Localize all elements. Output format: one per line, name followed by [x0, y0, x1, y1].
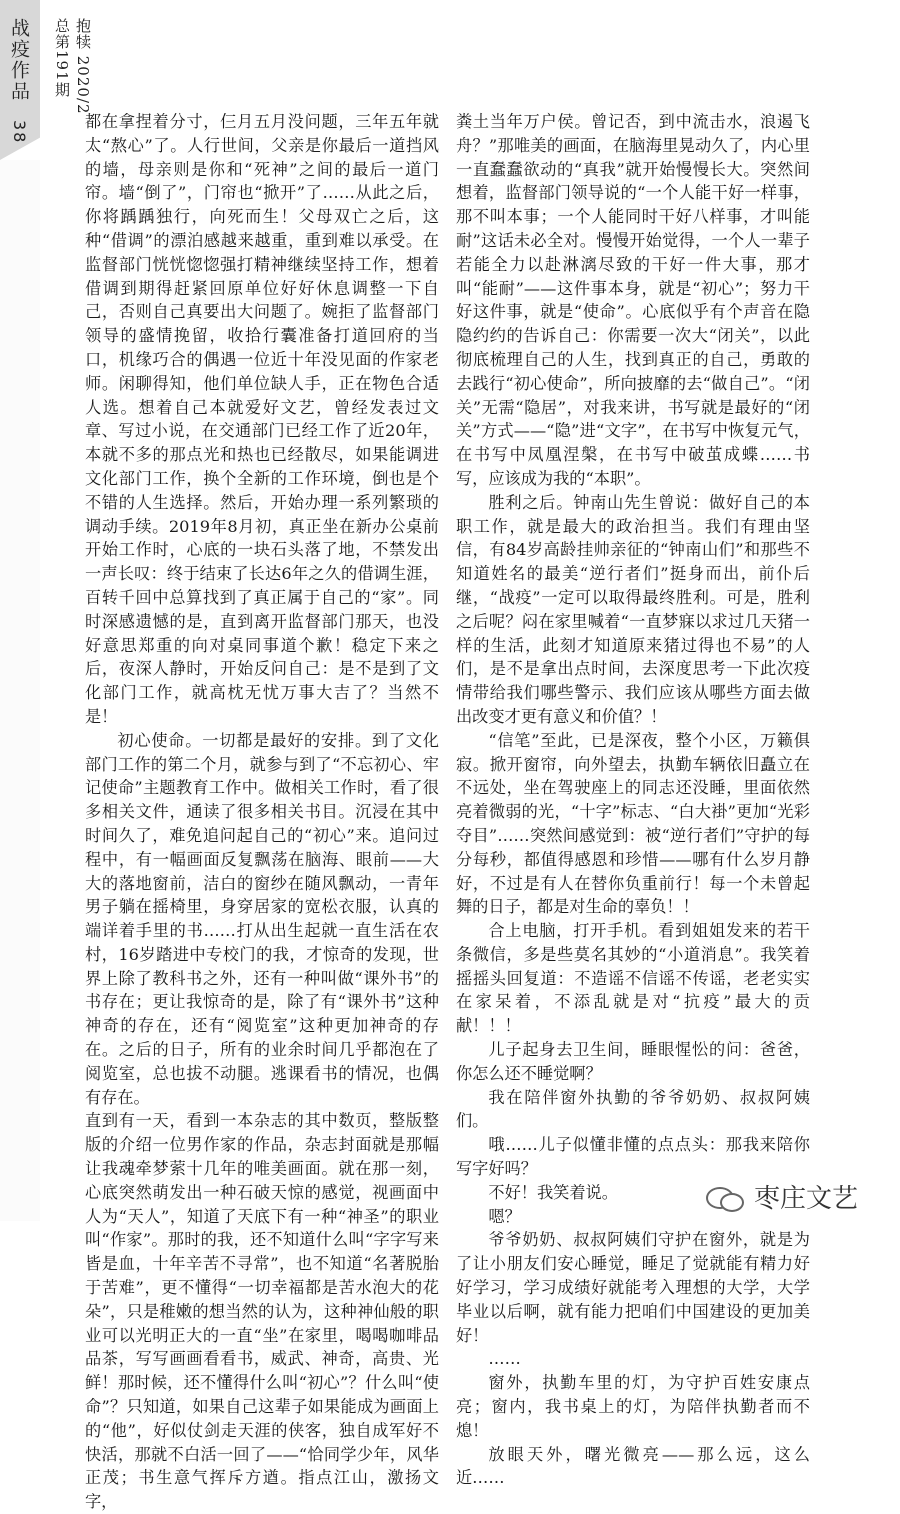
publication-label: 抱犊 2020/2 [74, 18, 92, 115]
watermark-text: 枣庄文艺 [754, 1184, 859, 1214]
issue-label: 总第191期 [53, 18, 71, 98]
paragraph: 合上电脑，打开手机。看到姐姐发来的若干条微信，多是些莫名其妙的“小道消息”。我笑着摇摇头回复道：不造谣不信谣不传谣，老老实实在家呆着，不添乱就是对“抗疫”最大的贡献！！！ [456, 921, 810, 1036]
page-number: 38 [10, 120, 29, 145]
paragraph: 哦……儿子似懂非懂的点点头：那我来陪你写字好吗？ [456, 1135, 810, 1179]
paragraph: 嗯？ [488, 1206, 521, 1226]
paragraph: 放眼天外，曙光微亮——那么远，这么近…… [456, 1444, 810, 1488]
paragraph: “信笔”至此，已是深夜，整个小区，万籁俱寂。掀开窗帘，向外望去，执勤车辆依旧矗立在不远处，坐在驾驶座上的同志还没睡，里面依然亮着微弱的光，“十字”标志、“白大褂”更加“光彩夺目”……突然间感觉到：被“逆行者们”守护的每分每秒，都值得感恩和珍惜——哪有什么岁月静好，不过是有人在替你负重前行！每一个未曾起舞的日子，都是对生命的辜负！！ [456, 730, 810, 917]
section-title: 战疫作品 [8, 18, 30, 102]
paragraph: 都在拿捏着分寸，仨月五月没问题，三年五年就太“熬心”了。人行世间，父亲是你最后一道挡风的墙，母亲则是你和“死神”之间的最后一道门帘。墙“倒了”，门帘也“掀开”了……从此之后，你将踽踽独行，向死而生！父母双亡之后，这种“借调”的漂泊感越来越重，重到难以承受。在监督部门恍恍惚惚强打精神继续坚持工作，想着借调到期得赶紧回原单位好好休息调整一下自己，否则自己真要出大问题了。婉拒了监督部门领导的盛情挽留，收拾行囊准备打道回府的当口，机缘巧合的偶遇一位近十年没见面的作家老师。闲聊得知，他们单位缺人手，正在物色合适人选。想着自己本就爱好文艺，曾经发表过文章、写过小说，在交通部门已经工作了近20年，本就不多的那点光和热也已经散尽，如果能调进文化部门工作，换个全新的工作环境，倒也是个不错的人生选择。然后，开始办理一系列繁琐的调动手续。2019年8月初，真正坐在新办公桌前开始工作时，心底的一块石头落了地，不禁发出一声长叹：终于结束了长达6年之久的借调生涯，百转千回中总算找到了真正属于自己的“家”。同时深感遗憾的是，直到离开监督部门那天，也没好意思郑重的向对桌同事道个歉！稳定下来之后，夜深人静时，开始反问自己：是不是到了文化部门工作，就高枕无忧万事大吉了？当然不是！ [85, 112, 439, 726]
paragraph: 我在陪伴窗外执勤的爷爷奶奶、叔叔阿姨们。 [456, 1087, 810, 1131]
paragraph: 儿子起身去卫生间，睡眼惺忪的问：爸爸，你怎么还不睡觉啊？ [456, 1040, 810, 1083]
wechat-icon [706, 1183, 746, 1211]
paragraph: 爷爷奶奶、叔叔阿姨们守护在窗外，就是为了让小朋友们安心睡觉，睡足了觉就能有精力好好学习，学习成绩好就能考入理想的大学，大学毕业以后啊，就有能力把咱们中国建设的更加美好！ [456, 1230, 810, 1345]
side-strip [0, 160, 40, 1221]
right-column [456, 110, 810, 1490]
left-column [85, 110, 439, 1514]
section-label [7, 18, 33, 144]
paragraph: 不好！我笑着说。 [488, 1182, 618, 1202]
paragraph: 粪土当年万户侯。曾记否，到中流击水，浪遏飞舟？”那唯美的画面，在脑海里晃动久了，内心里一直蠢蠢欲动的“真我”就开始慢慢长大。突然间想着，监督部门领导说的“一个人能干好一样事，那不叫本事；一个人能同时干好八样事，才叫能耐”这话未必全对。慢慢开始觉得，一个人一辈子若能全力以赴淋漓尽致的干好一件大事，那才叫“能耐”——这件事本身，就是“初心”；努力干好这件事，就是“使命”。心底似乎有个声音在隐隐约约的告诉自己：你需要一次大“闭关”，以此彻底梳理自己的人生，找到真正的自己，勇敢的去践行“初心使命”，所向披靡的去“做自己”。“闭关”无需“隐居”，对我来讲，书写就是最好的“闭关”方式——“隐”进“文字”，在书写中恢复元气，在书写中凤凰涅槃，在书写中破茧成蝶……书写，应该成为我的“本职”。 [456, 112, 810, 488]
paragraph: 直到有一天，看到一本杂志的其中数页，整版整版的介绍一位男作家的作品，杂志封面就是那幅让我魂牵梦萦十几年的唯美画面。就在那一刻，心底突然萌发出一种石破天惊的感觉，视画面中人为“天人”，知道了天底下有一种“神圣”的职业叫“作家”。那时的我，还不知道什么叫“字字写来皆是血，十年辛苦不寻常”，也不知道“名著脱胎于苦难”，更不懂得“一切幸福都是苦水泡大的花朵”，只是稚嫩的想当然的认为，这种神仙般的职业可以光明正大的一直“坐”在家里，喝喝咖啡品品茶，写写画画看看书，威武、神奇，高贵、光鲜！那时候，还不懂得什么叫“初心”？什么叫“使命”？只知道，如果自己这辈子如果能成为画面上的“他”，好似仗剑走天涯的侠客，独自成军好不快活，那就不白活一回了——“恰同学少年，风华正茂；书生意气挥斥方遒。指点江山，激扬文字， [85, 1111, 439, 1512]
paragraph: 窗外，执勤车里的灯，为守护百姓安康点亮；窗内，我书桌上的灯，为陪伴执勤者而不熄！ [456, 1373, 810, 1440]
paragraph: 胜利之后。钟南山先生曾说：做好自己的本职工作，就是最大的政治担当。我们有理由坚信，有84岁高龄挂帅亲征的“钟南山们”和那些不知道姓名的最美“逆行者们”挺身而出，前仆后继，“战疫”一定可以取得最终胜利。可是，胜利之后呢？闷在家里喊着“一直梦寐以求过几天猪一样的生活，此刻才知道原来猪过得也不易”的人们，是不是拿出点时间，去深度思考一下此次疫情带给我们哪些警示、我们应该从哪些方面去做出改变才更有意义和价值？！ [456, 492, 810, 726]
watermark [706, 1178, 858, 1215]
paragraph: 初心使命。一切都是最好的安排。到了文化部门工作的第二个月，就参与到了“不忘初心、牢记使命”主题教育工作中。做相关工作时，看了很多相关文件，通读了很多相关书目。沉浸在其中时间久了，难免追问起自己的“初心”来。追问过程中，有一幅画面反复飘荡在脑海、眼前——大大的落地窗前，洁白的窗纱在随风飘动，一青年男子躺在摇椅里，身穿居家的宽松衣服，认真的端详着手里的书……打从出生起就一直生活在农村，16岁踏进中专校门的我，才惊奇的发现，世界上除了教科书之外，还有一种叫做“课外书”的书存在；更让我惊奇的是，除了有“课外书”这种神奇的存在，还有“阅览室”这种更加神奇的存在。之后的日子，所有的业余时间几乎都泡在了阅览室，总也拔不动腿。逃课看书的情况，也偶有存在。 [85, 730, 439, 1107]
running-head [52, 18, 94, 115]
paragraph: …… [488, 1349, 521, 1369]
